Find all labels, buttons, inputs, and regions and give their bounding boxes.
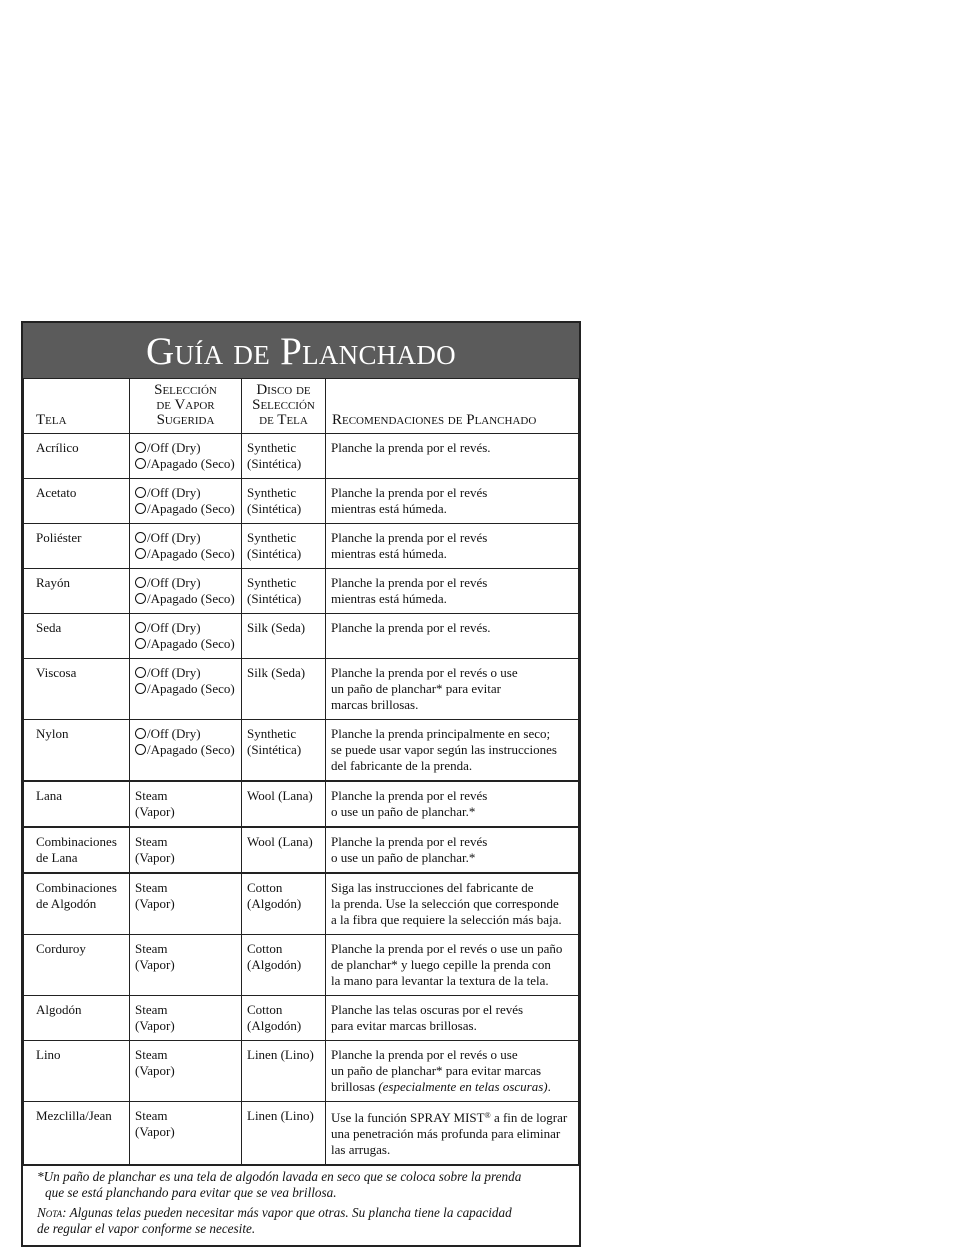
table-row <box>24 720 579 782</box>
table-row <box>24 1102 579 1165</box>
header-fabric: Tela <box>24 379 130 434</box>
fabric-cell: Seda <box>24 614 130 659</box>
fabric-cell: Poliéster <box>24 524 130 569</box>
steam-cell: /Off (Dry) /Apagado (Seco) <box>130 434 242 479</box>
ironing-guide <box>21 321 581 1247</box>
table-row <box>24 996 579 1041</box>
footnotes <box>23 1165 579 1245</box>
dial-cell: Wool (Lana) <box>242 781 326 827</box>
steam-cell: Steam (Vapor) <box>130 996 242 1041</box>
recommendation-cell: Siga las instrucciones del fabricante de la prenda. Use la selección que corresponde a la fibra que requiere la selección más baja. <box>326 873 579 935</box>
table-row <box>24 659 579 720</box>
table-row <box>24 614 579 659</box>
recommendation-cell: Planche la prenda principalmente en seco; se puede usar vapor según las instrucciones del fabricante de la prenda. <box>326 720 579 782</box>
circle-icon <box>135 622 146 633</box>
fabric-cell: Combinaciones de Algodón <box>24 873 130 935</box>
table-row <box>24 434 579 479</box>
recommendation-cell: Planche la prenda por el revés mientras está húmeda. <box>326 569 579 614</box>
recommendation-cell: Planche la prenda por el revés mientras está húmeda. <box>326 479 579 524</box>
table-row <box>24 569 579 614</box>
circle-icon <box>135 458 146 469</box>
dial-cell: Synthetic (Sintética) <box>242 524 326 569</box>
dial-cell: Synthetic (Sintética) <box>242 720 326 782</box>
circle-icon <box>135 683 146 694</box>
dial-cell: Synthetic (Sintética) <box>242 479 326 524</box>
fabric-cell: Acrílico <box>24 434 130 479</box>
fabric-cell: Algodón <box>24 996 130 1041</box>
table-row <box>24 827 579 873</box>
recommendation-cell: Planche la prenda por el revés mientras está húmeda. <box>326 524 579 569</box>
table-row <box>24 781 579 827</box>
ironing-table <box>23 378 579 1165</box>
steam-cell: /Off (Dry) /Apagado (Seco) <box>130 524 242 569</box>
dial-cell: Silk (Seda) <box>242 659 326 720</box>
dial-cell: Linen (Lino) <box>242 1102 326 1165</box>
recommendation-cell: Planche la prenda por el revés o use un paño de planchar* para evitar marcas brillosas. <box>326 659 579 720</box>
dial-cell: Cotton (Algodón) <box>242 935 326 996</box>
fabric-cell: Lana <box>24 781 130 827</box>
steam-cell: /Off (Dry) /Apagado (Seco) <box>130 479 242 524</box>
recommendation-cell: Planche la prenda por el revés o use un paño de planchar.* <box>326 827 579 873</box>
recommendation-cell: Planche la prenda por el revés o use un paño de planchar.* <box>326 781 579 827</box>
footnote: *Un paño de planchar es una tela de algodón lavada en seco que se coloca sobre la prenda que se está planchando para evitar que se vea brillosa. <box>37 1169 522 1200</box>
circle-icon <box>135 593 146 604</box>
circle-icon <box>135 532 146 543</box>
circle-icon <box>135 548 146 559</box>
header-recommendations: Recomendaciones de Planchado <box>326 379 579 434</box>
fabric-cell: Nylon <box>24 720 130 782</box>
table-row <box>24 935 579 996</box>
circle-icon <box>135 487 146 498</box>
steam-cell: /Off (Dry) /Apagado (Seco) <box>130 720 242 782</box>
circle-icon <box>135 667 146 678</box>
table-row <box>24 479 579 524</box>
table-row <box>24 873 579 935</box>
steam-cell: Steam (Vapor) <box>130 873 242 935</box>
recommendation-cell: Planche la prenda por el revés o use un paño de planchar* para evitar marcas brillosas (especialmente en telas oscuras). <box>326 1041 579 1102</box>
recommendation-cell: Planche la prenda por el revés o use un paño de planchar* y luego cepille la prenda con la mano para levantar la textura de la tela. <box>326 935 579 996</box>
circle-icon <box>135 577 146 588</box>
fabric-cell: Combinaciones de Lana <box>24 827 130 873</box>
steam-cell: /Off (Dry) /Apagado (Seco) <box>130 569 242 614</box>
dial-cell: Cotton (Algodón) <box>242 996 326 1041</box>
steam-cell: Steam (Vapor) <box>130 1041 242 1102</box>
dial-cell: Wool (Lana) <box>242 827 326 873</box>
table-header-row <box>24 379 579 434</box>
circle-icon <box>135 503 146 514</box>
steam-cell: Steam (Vapor) <box>130 935 242 996</box>
recommendation-cell: Planche la prenda por el revés. <box>326 434 579 479</box>
steam-cell: Steam (Vapor) <box>130 1102 242 1165</box>
circle-icon <box>135 744 146 755</box>
steam-cell: Steam (Vapor) <box>130 827 242 873</box>
fabric-cell: Corduroy <box>24 935 130 996</box>
fabric-cell: Rayón <box>24 569 130 614</box>
note-label: Nota: <box>37 1205 67 1220</box>
dial-cell: Cotton (Algodón) <box>242 873 326 935</box>
fabric-cell: Viscosa <box>24 659 130 720</box>
circle-icon <box>135 728 146 739</box>
steam-cell: /Off (Dry) /Apagado (Seco) <box>130 614 242 659</box>
fabric-cell: Acetato <box>24 479 130 524</box>
dial-cell: Linen (Lino) <box>242 1041 326 1102</box>
fabric-cell: Mezclilla/Jean <box>24 1102 130 1165</box>
circle-icon <box>135 442 146 453</box>
recommendation-cell: Planche la prenda por el revés. <box>326 614 579 659</box>
table-row <box>24 524 579 569</box>
note: Nota: Algunas telas pueden necesitar más vapor que otras. Su plancha tiene la capacidad de regular el vapor conforme se necesite. <box>37 1205 512 1236</box>
dial-cell: Synthetic (Sintética) <box>242 434 326 479</box>
recommendation-cell: Planche las telas oscuras por el revés para evitar marcas brillosas. <box>326 996 579 1041</box>
dial-cell: Silk (Seda) <box>242 614 326 659</box>
recommendation-cell: Use la función SPRAY MIST® a fin de lograr una penetración más profunda para eliminar las arrugas. <box>326 1102 579 1165</box>
circle-icon <box>135 638 146 649</box>
header-dial: Disco de Selección de Tela <box>242 379 326 434</box>
header-steam: Selección de Vapor Sugerida <box>130 379 242 434</box>
fabric-cell: Lino <box>24 1041 130 1102</box>
guide-title: Guía de Planchado <box>23 323 579 378</box>
table-row <box>24 1041 579 1102</box>
steam-cell: Steam (Vapor) <box>130 781 242 827</box>
dial-cell: Synthetic (Sintética) <box>242 569 326 614</box>
steam-cell: /Off (Dry) /Apagado (Seco) <box>130 659 242 720</box>
